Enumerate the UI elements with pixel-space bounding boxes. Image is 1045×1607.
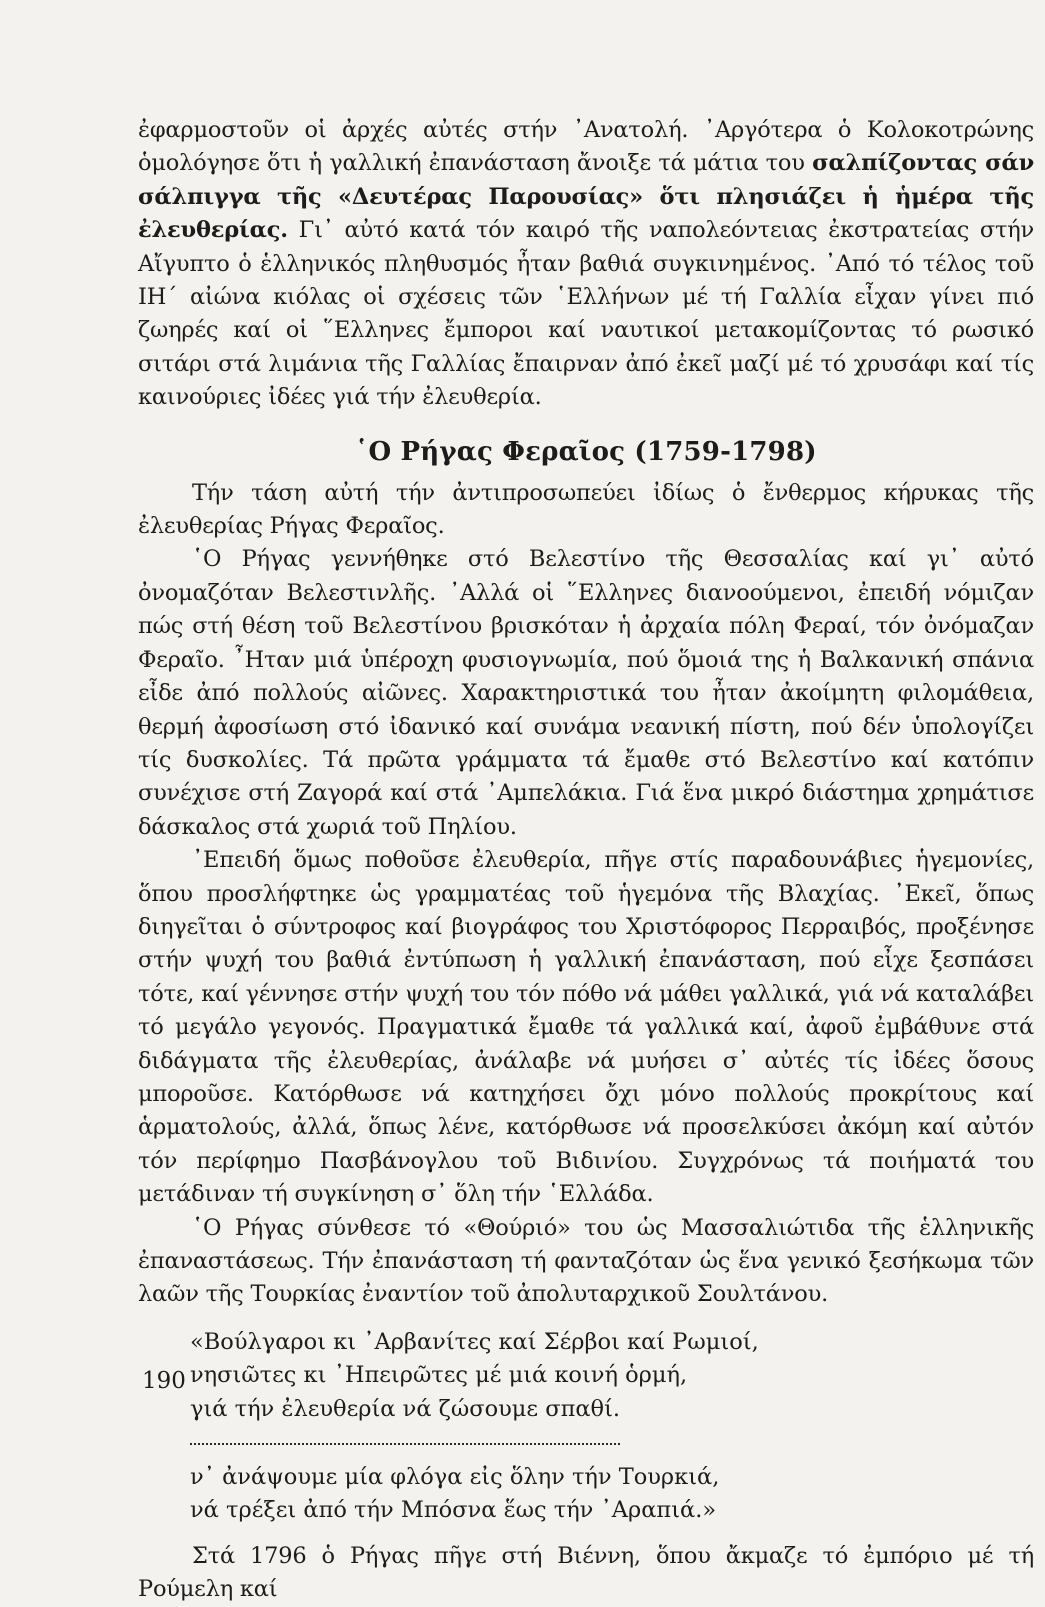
intro-text-start: ἐφαρμοστοῦν οἱ ἀρχές αὐτές στήν ᾿Ανατολή. ᾿Αργότερα ὁ Κολοκοτρώνης ὁμολόγησε ὅτι ἡ γαλλική ἐπανάσταση ἄνοιξε τά μάτια του [138,117,1034,177]
ellipsis-divider [190,1431,620,1445]
poem-excerpt [190,1326,1034,1528]
poem-line: γιά τήν ἐλευθερία νά ζώσουμε σπαθί. [190,1396,621,1422]
paragraph-wallachia: ᾿Επειδή ὅμως ποθοῦσε ἐλευθερία, πῆγε στίς παραδουνάβιες ἡγεμονίες, ὅπου προσλήφτηκε ὡς γραμματέας τοῦ ἡγεμόνα τῆς Βλαχίας. ᾿Εκεῖ, ὅπως διηγεῖται ὁ σύντροφος καί βιογράφος του Χριστόφορος Περραιβός, προξένησε στήν ψυχή του βαθιά ἐντύπωση ἡ γαλλική ἐπανάσταση, πού εἶχε ξεσπάσει τότε, καί γέννησε στήν ψυχή του τόν πόθο νά μάθει γαλλικά, γιά νά καταλάβει τό μεγάλο γεγονός. Πραγματικά ἔμαθε τά γαλλικά καί, ἀφοῦ ἐμβάθυνε στά διδάγματα τῆς ἐλευθερίας, ἀνάλαβε νά μυήσει σ᾿ αὐτές τίς ἰδέες ὅσους μποροῦσε. Κατόρθωσε νά κατηχήσει ὄχι μόνο πολλούς προκρίτους καί ἁρματολούς, ἀλλά, ὅπως λένε, κατόρθωσε νά προσελκύσει ἀκόμη καί αὐτόν τόν περίφημο Πασβάνογλου τοῦ Βιδινίου. Συγχρόνως τά ποιήματά του μετάδιναν τή συγκίνηση σ᾿ ὅλη τήν ῾Ελλάδα. [138,847,1034,1208]
paragraph-tendency: Τήν τάση αὐτή τήν ἀντιπροσωπεύει ἰδίως ὁ ἔνθερμος κήρυκας τῆς ἐλευθερίας Ρήγας Φεραῖος. [138,479,1034,540]
intro-emphasis: σαλπίζοντας σάν σάλπιγγα τῆς «Δευτέρας Παρουσίας» ὅτι πλησιάζει ἡ ἡμέρα τῆς ἐλευθερίας. [138,150,1034,244]
paragraph-thourios: ῾Ο Ρήγας σύνθεσε τό «Θούριό» του ὡς Μασσαλιώτιδα τῆς ἑλληνικῆς ἐπαναστάσεως. Τήν ἐπανάσταση τή φανταζόταν ὡς ἕνα γενικό ξεσήκωμα τῶν λαῶν τῆς Τουρκίας ἐναντίον τοῦ ἀπολυταρχικοῦ Σουλτάνου. [138,1214,1034,1308]
page-body [138,114,1034,1607]
poem-line: «Βούλγαροι κι ᾿Αρβανίτες καί Σέρβοι καί Ρωμιοί, [190,1328,759,1355]
poem-line: ν᾿ ἀνάψουμε μία φλόγα εἰς ὅλην τήν Τουρκιά, [190,1463,720,1490]
paragraph-vienna: Στά 1796 ὁ Ρήγας πῆγε στή Βιέννη, ὅπου ἄκμαζε τό ἐμπόριο μέ τή Ρούμελη καί [138,1542,1034,1603]
section-heading: ῾Ο Ρήγας Φεραῖος (1759-1798) [355,436,817,467]
paragraph-intro [138,114,1034,415]
paragraph-birth: ῾Ο Ρήγας γεννήθηκε στό Βελεστίνο τῆς Θεσσαλίας καί γι᾿ αὐτό ὀνομαζόταν Βελεστινλῆς. ᾿Αλλά οἱ ῞Ελληνες διανοούμενοι, ἐπειδή νόμιζαν πώς στή θέση τοῦ Βελεστίνου βρισκόταν ἡ ἀρχαία πόλη Φεραί, τόν ὀνόμαζαν Φεραῖο. ῏Ηταν μιά ὑπέροχη φυσιογνωμία, πού ὅμοιά της ἡ Βαλκανική σπάνια εἶδε ἀπό πολλούς αἰῶνες. Χαρακτηριστικά του ἦταν ἀκοίμητη φιλομάθεια, θερμή ἀφοσίωση στό ἰδανικό καί συνάμα νεανική πίστη, πού δέν ὑπολογίζει τίς δυσκολίες. Τά πρῶτα γράμματα τά ἔμαθε στό Βελεστίνο καί κατόπιν συνέχισε στή Ζαγορά καί στά ᾿Αμπελάκια. Γιά ἕνα μικρό διάστημα χρημάτισε δάσκαλος στά χωριά τοῦ Πηλίου. [138,546,1034,840]
intro-text-end: Γι᾿ αὐτό κατά τόν καιρό τῆς ναπολεόντειας ἐκστρατείας στήν Αἴγυπτο ὁ ἑλληνικός πληθυσμός ἦταν βαθιά συγκινημένος. ᾿Από τό τέλος τοῦ ΙΗ΄ αἰώνα κιόλας οἱ σχέσεις τῶν ῾Ελλήνων μέ τή Γαλλία εἶχαν γίνει πιό ζωηρές καί οἱ ῞Ελληνες ἔμποροι καί ναυτικοί μετακομίζοντας τό ρωσικό σιτάρι στά λιμάνια τῆς Γαλλίας ἔπαιρναν ἀπό ἐκεῖ μαζί μέ τό χρυσάφι καί τίς καινούριες ἰδέες γιά τήν ἐλευθερία. [138,217,1034,411]
poem-line: νά τρέξει ἀπό τήν Μπόσνα ἕως τήν ᾿Αραπιά.» [190,1497,717,1524]
poem-line: νησιῶτες κι ᾿Ηπειρῶτες μέ μιά κοινή ὁρμή, [190,1362,688,1389]
page-number: 190 [142,1368,186,1394]
